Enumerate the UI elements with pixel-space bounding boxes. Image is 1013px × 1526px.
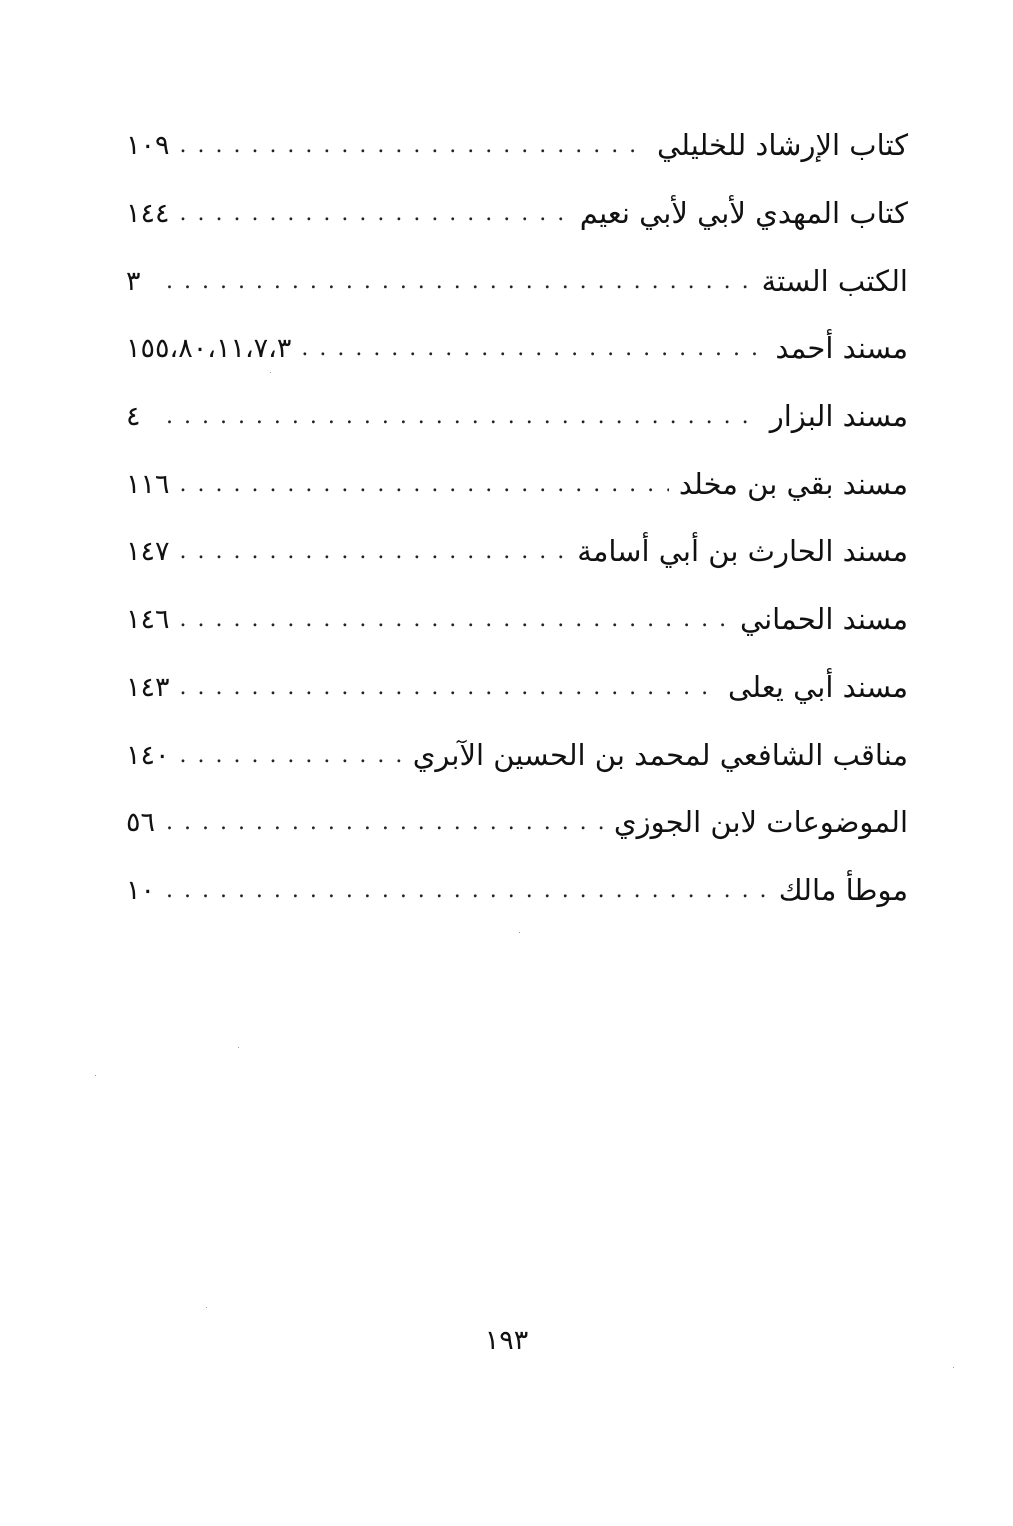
entry-title: مسند الحارث بن أبي أسامة — [577, 534, 908, 569]
dot-leader — [166, 810, 604, 835]
index-row — [126, 383, 908, 451]
dot-leader — [180, 472, 669, 497]
index-row — [126, 180, 908, 248]
entry-page-ref: ١٤٧ — [126, 536, 170, 568]
index-list — [126, 112, 908, 924]
page-number: ١٩٣ — [484, 1325, 529, 1356]
dot-leader — [166, 878, 769, 903]
entry-title: مسند الحماني — [739, 602, 908, 637]
entry-page-ref: ٣ — [126, 265, 141, 297]
index-row — [126, 857, 908, 925]
index-row — [126, 518, 908, 586]
entry-page-ref: ١٤٣ — [126, 671, 170, 703]
entry-title: موطأ مالك — [778, 872, 908, 907]
dot-leader — [180, 675, 719, 700]
index-row — [126, 315, 908, 383]
dot-leader — [180, 201, 570, 226]
entry-title: الموضوعات لابن الجوزي — [613, 805, 908, 840]
index-row — [126, 654, 908, 722]
entry-title: كتاب المهدي لأبي لأبي نعيم — [579, 196, 908, 231]
entry-page-ref: ١٤٦ — [126, 604, 170, 636]
entry-page-ref: ١٠ — [126, 874, 156, 906]
dot-leader — [301, 336, 765, 361]
index-row — [126, 586, 908, 654]
scan-speck — [270, 372, 271, 373]
entry-page-ref: ٥٦ — [126, 807, 156, 839]
entry-page-ref: ١٥٥،٨٠،١١،٧،٣ — [126, 333, 292, 365]
entry-page-ref: ١٤٠ — [126, 739, 170, 771]
entry-title: مناقب الشافعي لمحمد بن الحسين الآبري — [412, 737, 908, 772]
entry-page-ref: ١٤٤ — [126, 198, 170, 230]
entry-title: مسند البزار — [769, 399, 908, 434]
entry-title: مسند أحمد — [775, 331, 908, 366]
scan-speck — [206, 1307, 207, 1308]
index-row — [126, 112, 908, 180]
entry-page-ref: ٤ — [126, 401, 141, 433]
scan-speck — [238, 1047, 239, 1048]
index-row — [126, 247, 908, 315]
scan-speck — [953, 1367, 954, 1368]
entry-title: الكتب الستة — [761, 263, 908, 298]
entry-title: كتاب الإرشاد للخليلي — [656, 128, 908, 163]
entry-title: مسند بقي بن مخلد — [678, 466, 908, 501]
dot-leader — [180, 133, 647, 158]
entry-title: مسند أبي يعلى — [728, 669, 908, 704]
scan-speck — [95, 1075, 96, 1076]
scan-speck — [519, 932, 520, 933]
index-row — [126, 450, 908, 518]
dot-leader — [180, 607, 730, 632]
dot-leader — [166, 269, 752, 294]
entry-page-ref: ١١٦ — [126, 468, 170, 500]
dot-leader — [180, 743, 403, 768]
index-row — [126, 789, 908, 857]
dot-leader — [180, 539, 568, 564]
entry-page-ref: ١٠٩ — [126, 130, 170, 162]
dot-leader — [166, 404, 760, 429]
index-row — [126, 721, 908, 789]
